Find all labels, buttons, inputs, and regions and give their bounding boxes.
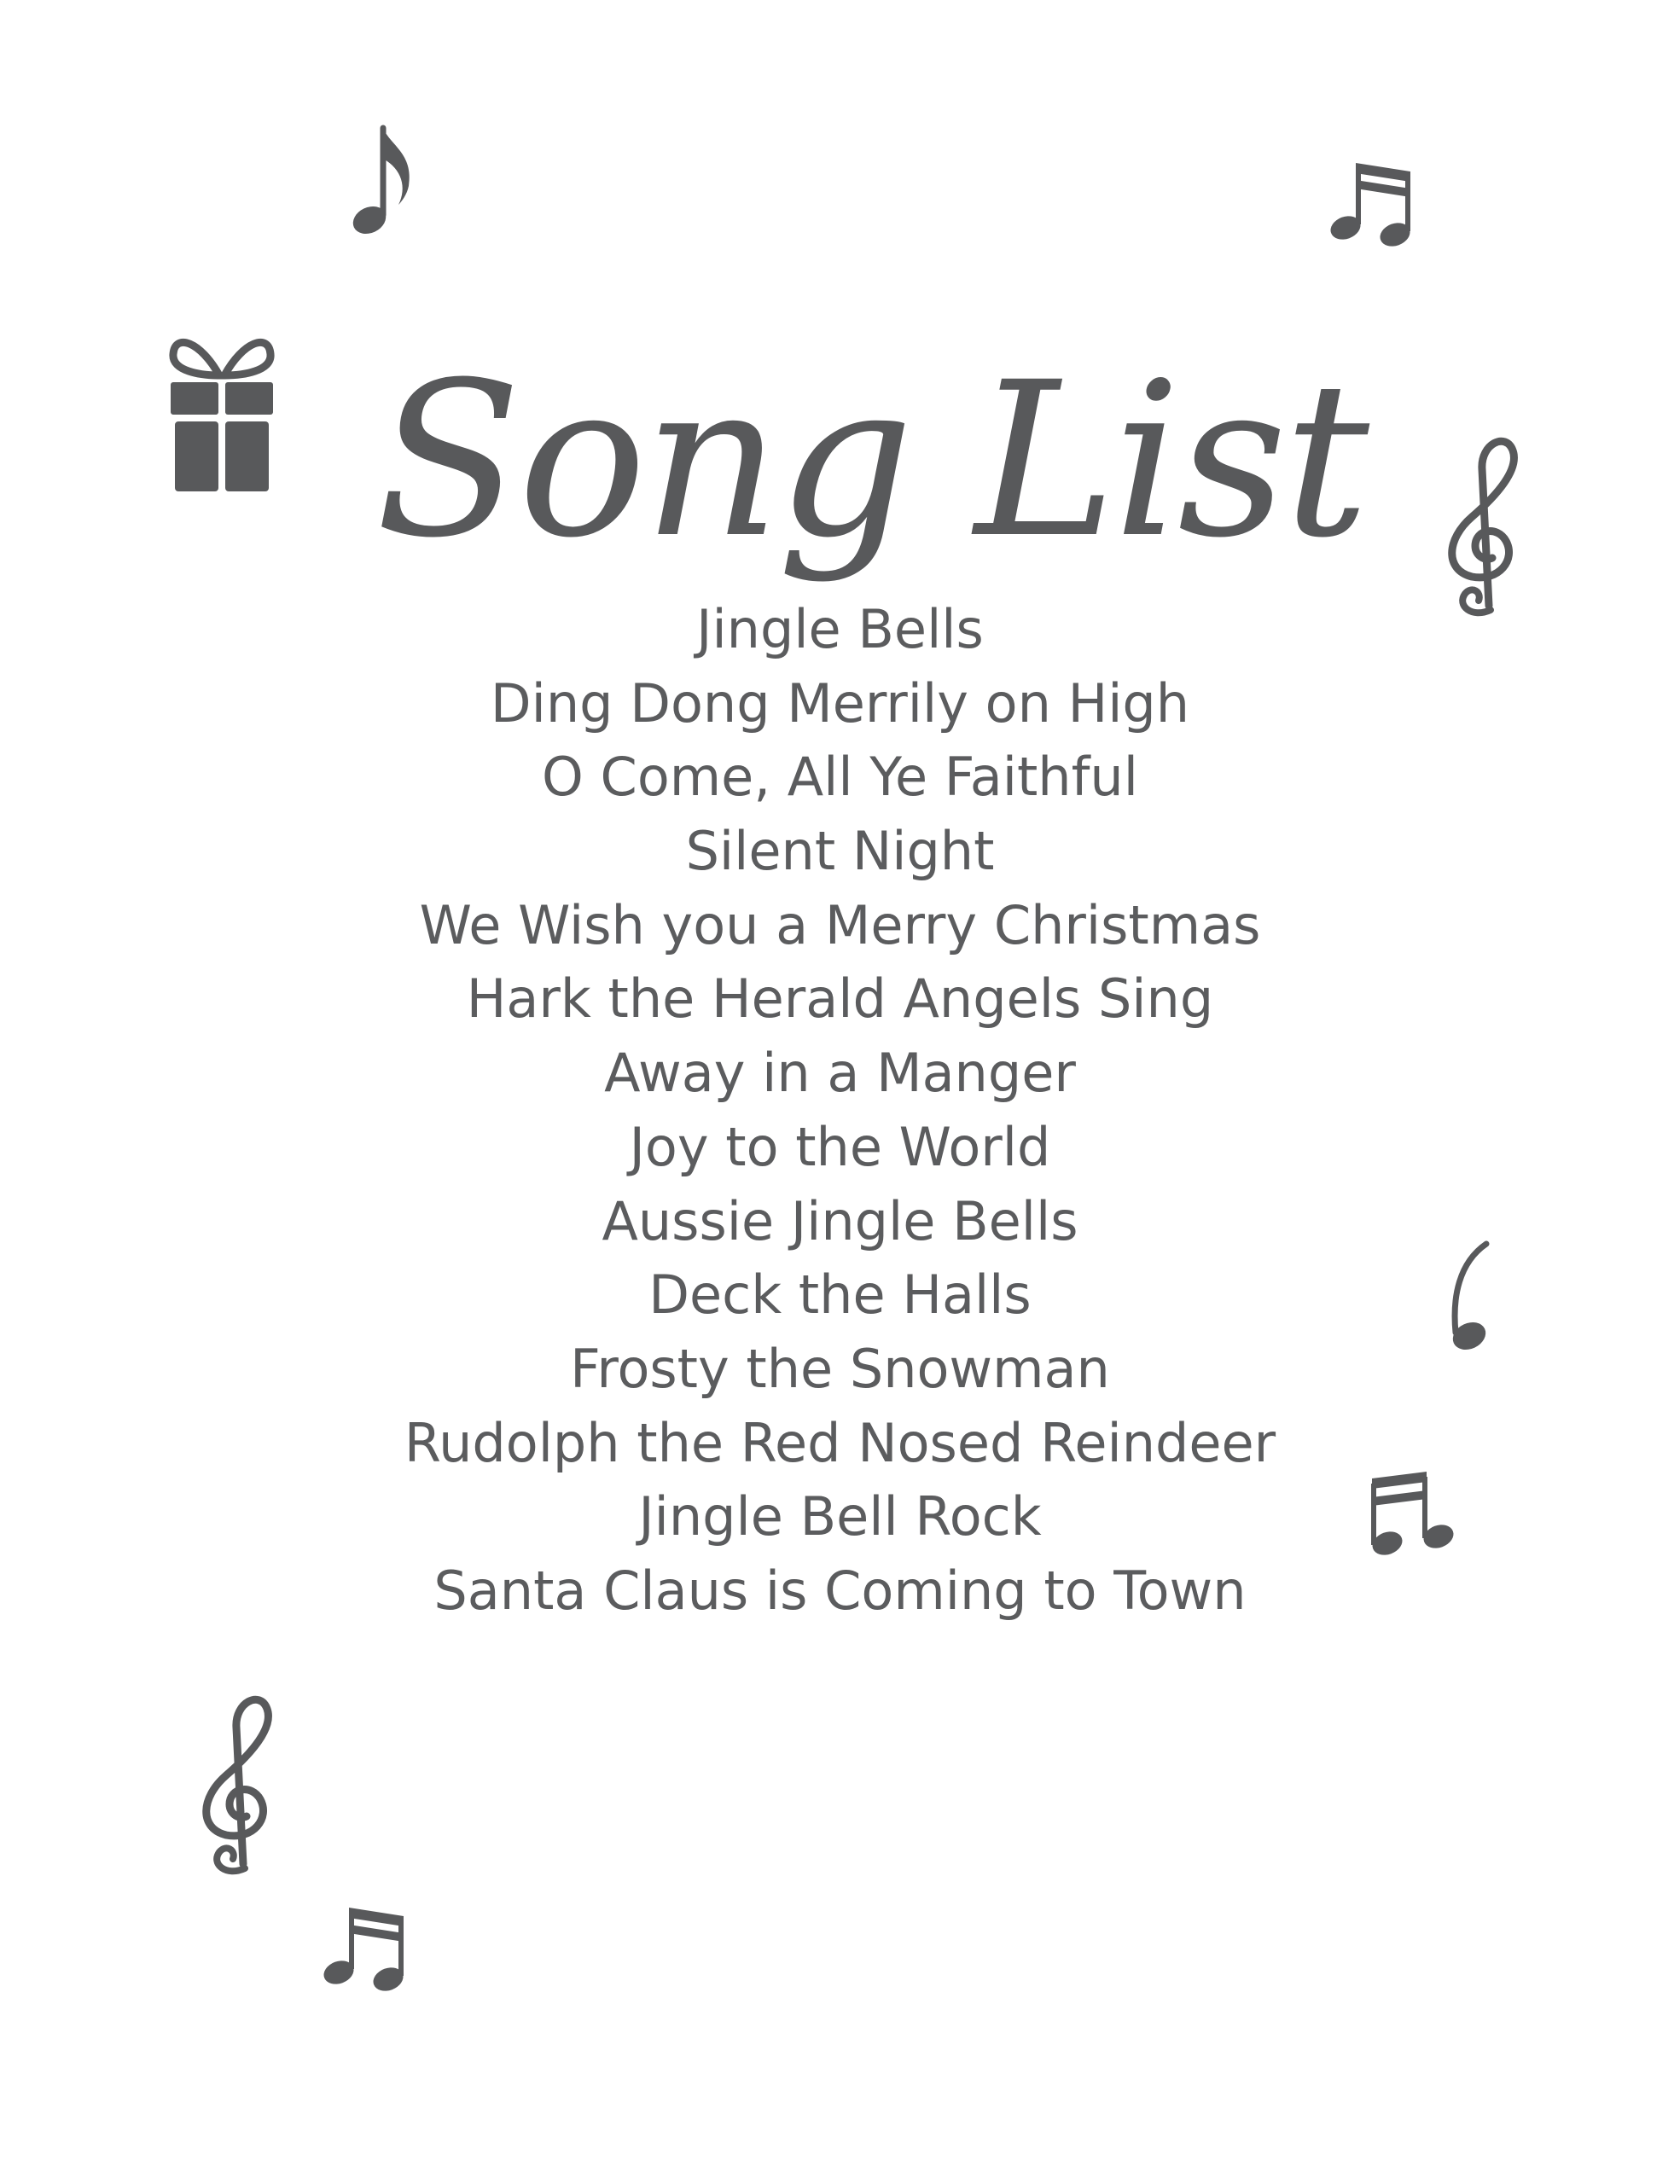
eighth-note-icon [346, 119, 422, 239]
page-title: Song List [375, 336, 1367, 584]
list-item: O Come, All Ye Faithful [542, 746, 1138, 809]
beamed-notes-icon [1327, 158, 1421, 247]
list-item: We Wish you a Merry Christmas [419, 893, 1261, 956]
treble-clef-icon [192, 1693, 286, 1877]
list-item: Jingle Bells [696, 598, 984, 660]
list-item: Frosty the Snowman [570, 1337, 1110, 1400]
list-item: Santa Claus is Coming to Town [433, 1559, 1247, 1622]
list-item: Away in a Manger [604, 1042, 1076, 1105]
list-item: Deck the Halls [648, 1263, 1032, 1327]
list-item: Silent Night [685, 820, 995, 883]
list-item: Ding Dong Merrily on High [490, 671, 1190, 735]
list-item: Aussie Jingle Bells [602, 1189, 1078, 1252]
beamed-sixteenth-notes-icon [1365, 1472, 1459, 1561]
list-item: Hark the Herald Angels Sing [466, 967, 1214, 1031]
list-item: Rudolph the Red Nosed Reindeer [404, 1411, 1276, 1474]
quarter-note-icon [1433, 1237, 1502, 1356]
list-item: Joy to the World [629, 1115, 1051, 1178]
gift-icon [166, 324, 277, 495]
treble-clef-icon [1438, 435, 1532, 619]
beamed-notes-icon [320, 1902, 414, 1992]
list-item: Jingle Bell Rock [638, 1485, 1042, 1548]
